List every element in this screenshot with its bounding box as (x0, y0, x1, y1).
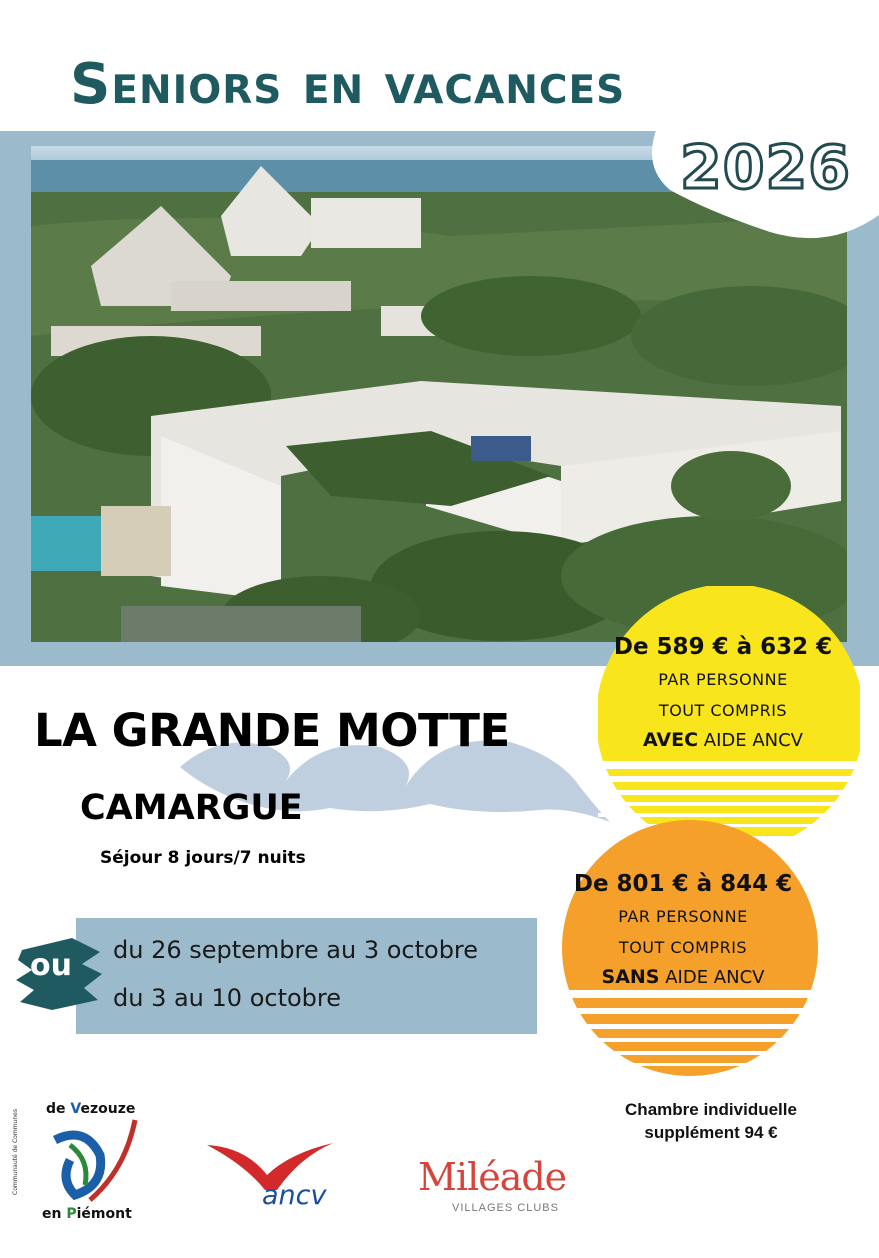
community-label: Communauté de Communes (12, 1109, 19, 1195)
per-person-label: PAR PERSONNE (618, 907, 748, 926)
single-room-supplement (596, 1098, 826, 1144)
date-option-2: du 3 au 10 octobre (113, 984, 341, 1012)
aid-rest: AIDE ANCV (659, 967, 765, 988)
mileade-tagline: VILLAGES CLUBS (452, 1202, 559, 1214)
stay-duration: Séjour 8 jours/7 nuits (100, 848, 306, 868)
vezouze-rest: ezouze (80, 1101, 136, 1117)
date-option-1: du 26 septembre au 3 octobre (113, 936, 479, 964)
vezouze-prefix: de (46, 1101, 71, 1117)
aid-status-with (600, 729, 846, 751)
supplement-line-2: supplément 94 € (644, 1123, 778, 1142)
piemont-name (42, 1206, 132, 1222)
aid-status-without (558, 966, 808, 988)
price-without-aid (558, 871, 808, 988)
piemont-rest: iémont (76, 1206, 132, 1222)
destination-region: CAMARGUE (80, 788, 303, 828)
supplement-line-1: Chambre individuelle (625, 1100, 797, 1119)
mileade-logo: Miléade (418, 1155, 567, 1199)
or-label: ou (30, 948, 72, 983)
piemont-initial: P (66, 1206, 77, 1222)
all-inclusive-label: TOUT COMPRIS (618, 938, 748, 957)
price-range-without-aid: De 801 € à 844 € (573, 871, 793, 897)
ancv-logo-text: ancv (262, 1180, 327, 1211)
price-range-with-aid: De 589 € à 632 € (613, 634, 833, 660)
vezouze-initial: V (70, 1101, 81, 1117)
price-with-aid (600, 634, 846, 751)
per-person-label: PAR PERSONNE (658, 670, 788, 689)
aid-keyword: SANS (601, 966, 660, 988)
piemont-prefix: en (42, 1206, 67, 1222)
all-inclusive-label: TOUT COMPRIS (658, 701, 788, 720)
destination-city: LA GRANDE MOTTE (34, 704, 510, 757)
aid-rest: AIDE ANCV (698, 730, 803, 751)
year-label: 2026 (680, 133, 851, 203)
poster-title: Seniors en vacances (70, 52, 626, 117)
aid-keyword: AVEC (642, 729, 699, 751)
vezouze-name (46, 1101, 135, 1117)
